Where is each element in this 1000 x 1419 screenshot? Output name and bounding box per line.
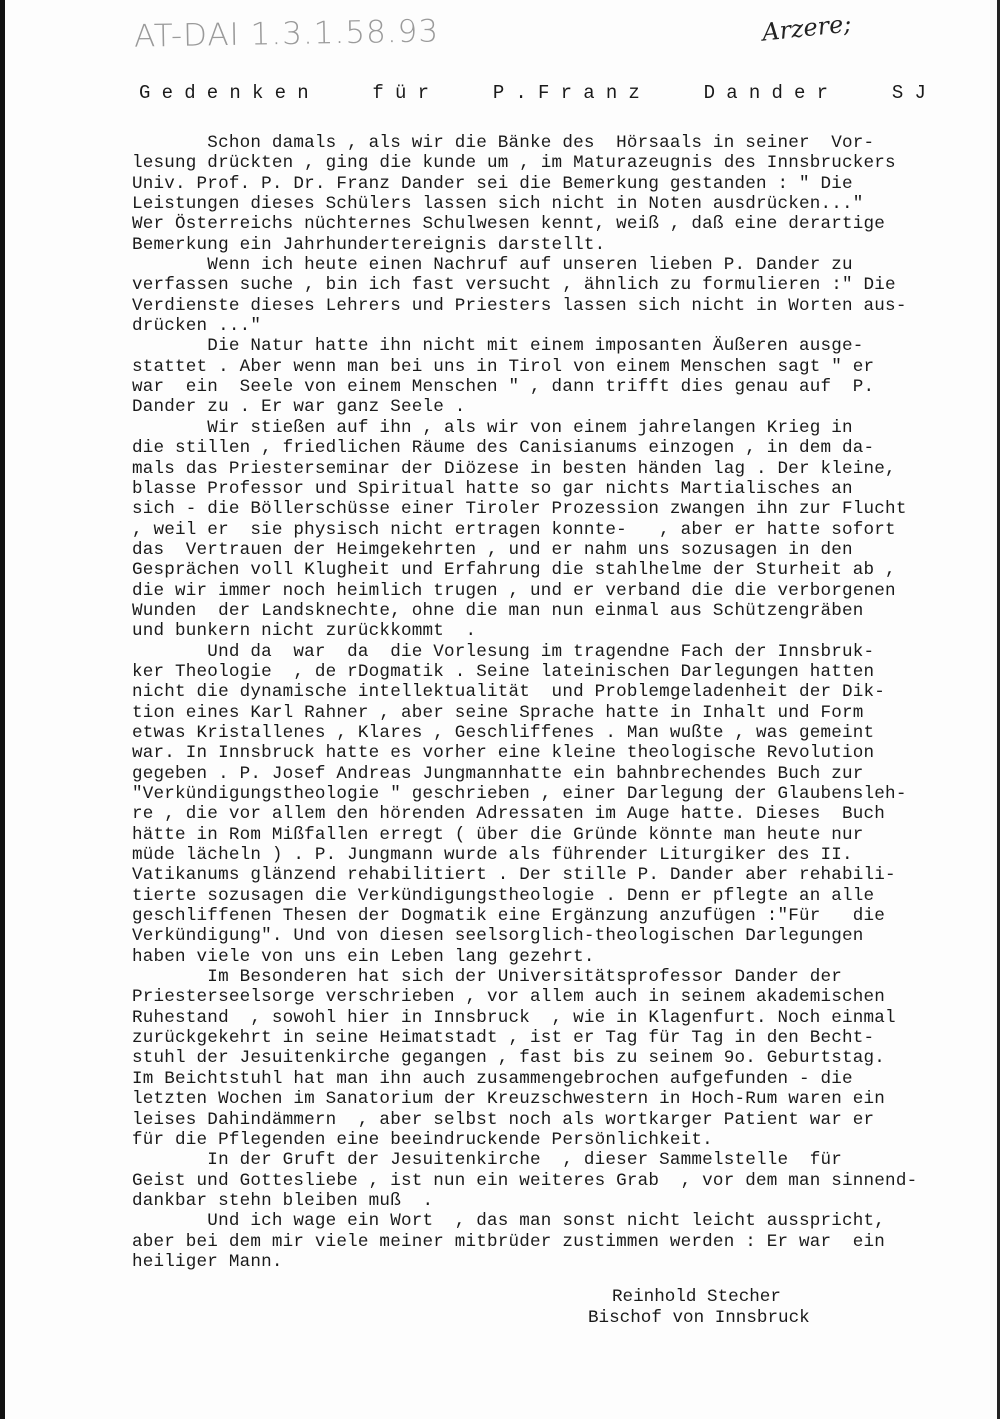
signature-block bbox=[588, 1287, 810, 1328]
document-body: Schon damals , als wir die Bänke des Hörsaals in seiner Vor- lesung drückten , ging die kunde um , im Maturazeugnis des Innsbruckers Univ. Prof. P. Dr. Franz Dander sei die Bemerkung gestanden : " Die Leistungen dieses Schülers lassen sich nicht in Noten ausdrücken..." Wer Österreichs nüchternes Schulwesen kennt, weiß , daß eine derartige Bemerkung ein Jahrhundertereignis darstellt. Wenn ich heute einen Nachruf auf unseren lieben P. Dander zu verfassen suche , bin ich fast versucht , ähnlich zu formulieren :" Die Verdienste dieses Lehrers und Priesters lassen sich nicht in Worten aus- drücken ..." Die Natur hatte ihn nicht mit einem imposanten Äußeren ausge- stattet . Aber wenn man bei uns in Tirol von einem Menschen sagt " er war ein Seele von einem Menschen " , dann trifft dies genau auf P. Dander zu . Er war ganz Seele . Wir stießen auf ihn , als wir von einem jahrelangen Krieg in die stillen , friedlichen Räume des Canisianums einzogen , in dem da- mals das Priesterseminar der Diözese in besten händen lag . Der kleine, blasse Professor und Spiritual hatte so gar nichts Martialisches an sich - die Böllerschüsse einer Tiroler Prozession zwangen ihn zur Flucht , weil er sie physisch nicht ertragen konnte- , aber er hatte sofort das Vertrauen der Heimgekehrten , und er nahm uns sozusagen in den Gesprächen voll Klugheit und Erfahrung die stahlhelme der Sturheit ab , die wir immer noch heimlich trugen , und er verband die die verborgenen Wunden der Landsknechte, ohne die man nun einmal aus Schützengräben und bunkern nicht zurückkommt . Und da war da die Vorlesung im tragendne Fach der Innsbruk- ker Theologie , de rDogmatik . Seine lateinischen Darlegungen hatten nicht die dynamische intellektualität und Problemgeladenheit der Dik- tion eines Karl Rahner , aber seine Sprache hatte in Inhalt und Form etwas Kristallenes , Klares , Geschliffenes . Man wußte , was gemeint war. In Innsbruck hatte es vorher eine kleine theologische Revolution gegeben . P. Josef Andreas Jungmannhatte ein bahnbrechendes Buch zur "Verkündigungstheologie " geschrieben , einer Darlegung der Glaubensleh- re , die vor allem den hörenden Adressaten im Auge hatte. Dieses Buch hätte in Rom Mißfallen erregt ( über die Gründe könnte man heute nur müde lächeln ) . P. Jungmann wurde als führender Liturgiker des II. Vatikanums glänzend rehabilitiert . Der stille P. Dander aber rehabili- tierte sozusagen die Verkündigungstheologie . Denn er pflegte an alle geschliffenen Thesen der Dogmatik eine Ergänzung anzufügen :"Für die Verkündigung". Und von diesen seelsorglich-theologischen Darlegungen haben viele von uns ein Leben lang gezehrt. Im Besonderen hat sich der Universitätsprofessor Dander der Priesterseelsorge verschrieben , vor allem auch in seinem akademischen Ruhestand , sowohl hier in Innsbruck , wie in Klagenfurt. Noch einmal zurückgekehrt in seine Heimatstadt , ist er Tag für Tag in den Becht- stuhl der Jesuitenkirche gegangen , fast bis zu seinem 9o. Geburtstag. Im Beichtstuhl hat man ihn auch zusammengebrochen aufgefunden - die letzten Wochen im Sanatorium der Kreuzschwestern in Hoch-Rum waren ein leises Dahindämmern , aber selbst noch als wortkarger Patient war er für die Pflegenden eine beeindruckende Persönlichkeit. In der Gruft der Jesuitenkirche , dieser Sammelstelle für Geist und Gottesliebe , ist nun ein weiteres Grab , vor dem man sinnend- dankbar stehn bleiben muß . Und ich wage ein Wort , das man sonst nicht leicht ausspricht, aber bei dem mir viele meiner mitbrüder zustimmen werden : Er war ein heiliger Mann. bbox=[132, 133, 918, 1272]
handwritten-note: Arzere; bbox=[760, 9, 853, 47]
archive-reference: AT-DAI 1.3.1.58.93 bbox=[133, 13, 440, 55]
document-title: Gedenken für P.Franz Dander SJ bbox=[139, 82, 938, 104]
signature-title: Bischof von Innsbruck bbox=[588, 1307, 810, 1328]
signature-name: Reinhold Stecher bbox=[612, 1287, 781, 1307]
scan-edge-left bbox=[0, 0, 5, 1419]
